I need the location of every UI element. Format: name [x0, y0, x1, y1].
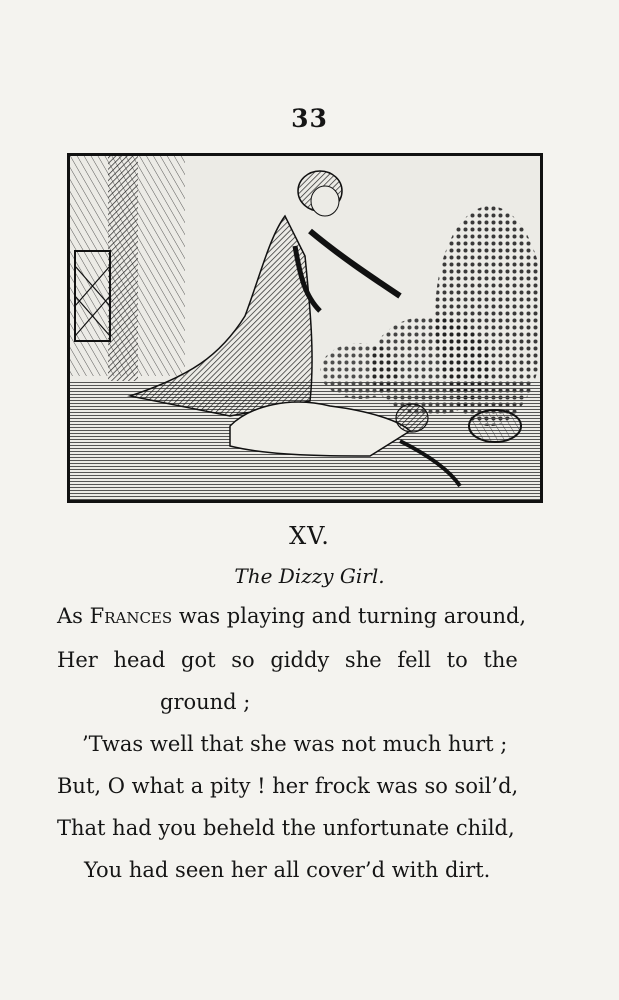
poem-line-1-name: Frances	[89, 604, 173, 628]
poem-title: The Dizzy Girl.	[234, 564, 385, 588]
poem-line-4: ’Twas well that she was not much hurt ;	[82, 732, 508, 756]
poem-line-3: ground ;	[160, 690, 251, 714]
chapter-numeral: XV.	[289, 522, 330, 550]
poem-line-5: But, O what a pity ! her frock was so soil’d,	[57, 774, 519, 798]
page-number: 33	[291, 104, 328, 133]
engraving-illustration	[67, 153, 543, 503]
poem-line-7: You had seen her all cover’d with dirt.	[84, 858, 491, 882]
engraving-woman-helping-fallen-girl-icon	[70, 156, 540, 500]
poem-line-1-rest: was playing and turning around,	[172, 604, 527, 628]
poem-line-1-prefix: As	[57, 604, 90, 628]
poem-line-2: Her head got so giddy she fell to the	[57, 648, 518, 672]
poem-line-6: That had you beheld the unfortunate child,	[57, 816, 515, 840]
poem-line-1	[57, 604, 526, 628]
